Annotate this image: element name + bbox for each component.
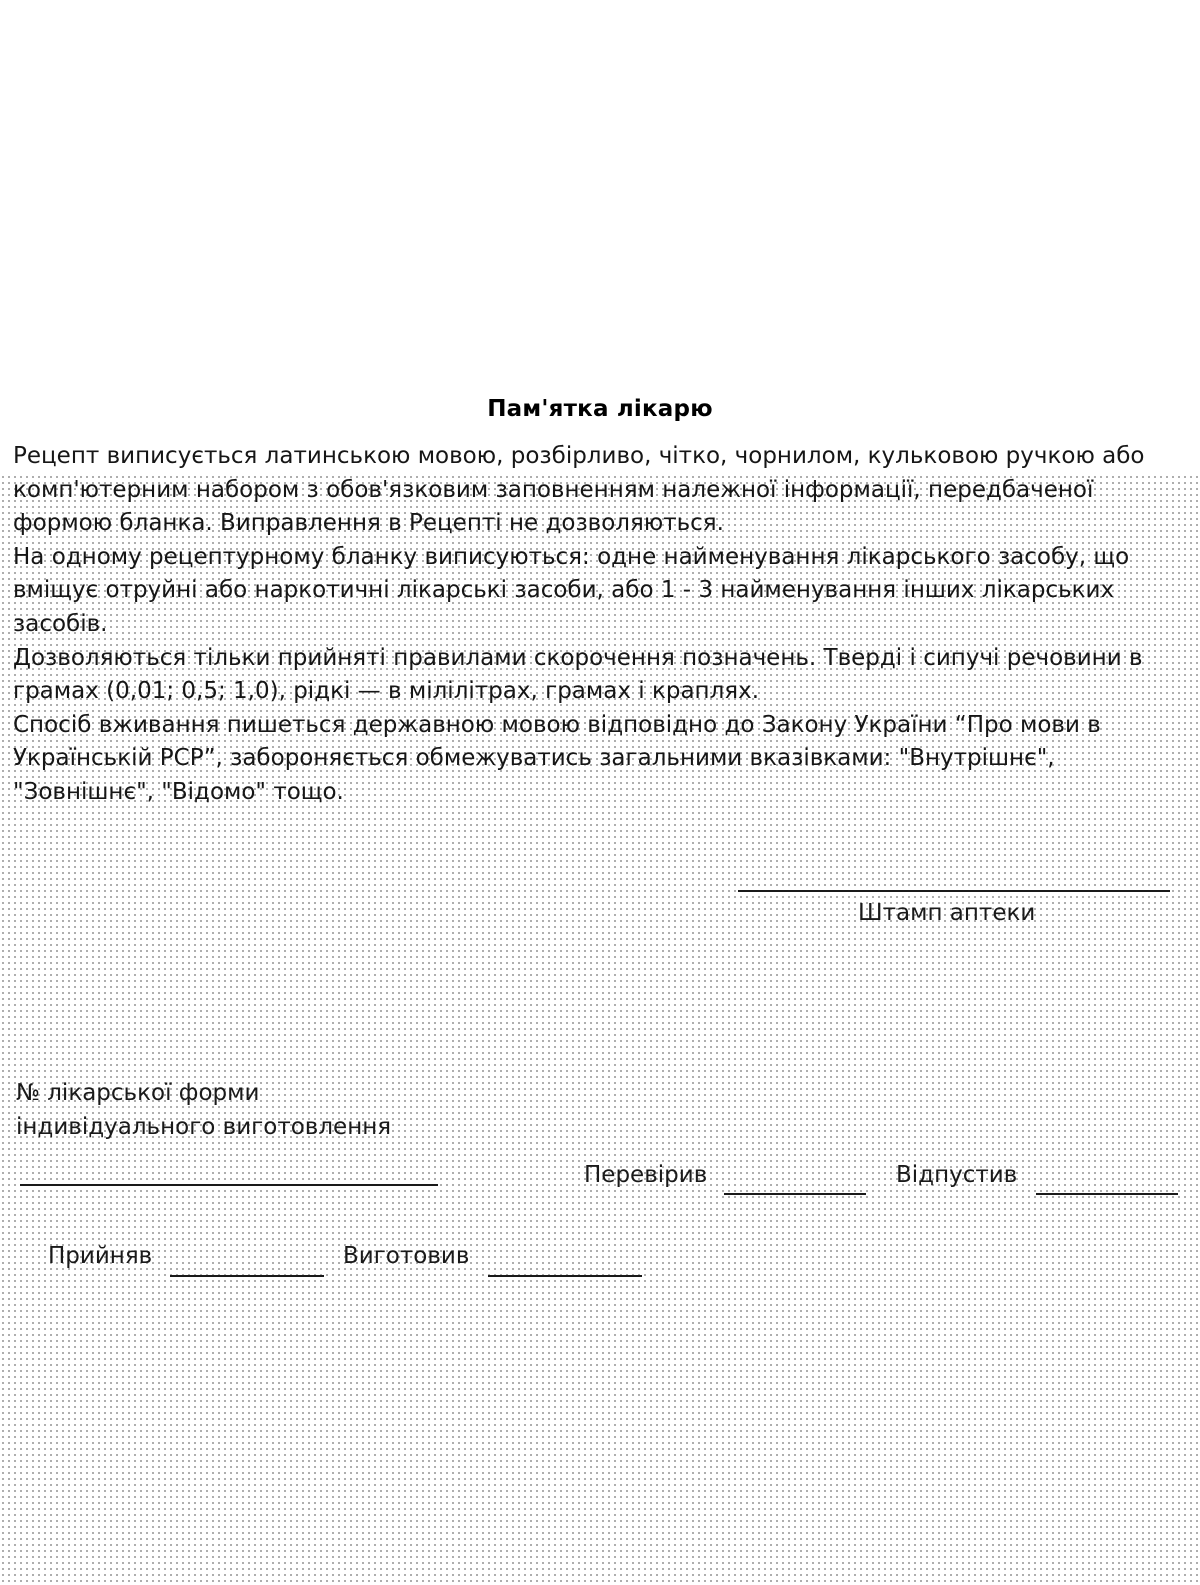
prepared-label: Виготовив [343,1243,470,1269]
checked-signature-line [724,1193,866,1195]
paragraph-writing-rules: Рецепт виписується латинською мовою, розбірливо, чітко, чорнилом, кульковою ручкою або комп'ютерним набором з обов'язковим заповненням належної інформації, передбаченої формою бланка. Виправлення в Рецепті не дозволяються. [13,443,1145,537]
form-number-label-line2: індивідуального виготовлення [16,1114,392,1140]
paragraph-usage-language: Спосіб вживання пишеться державною мовою відповідно до Закону України “Про мови в Українській РСР”, забороняється обмежуватись загальними вказівками: "Внутрішнє", "Зовнішнє", "Відомо" тощо. [13,711,1101,805]
stamp-label: Штамп аптеки [858,900,1036,926]
paragraph-abbreviations: Дозволяються тільки прийняті правилами скорочення позначень. Тверді і сипучі речовини в грамах (0,01; 0,5; 1,0), рідкі — в мілілітрах, грамах і краплях. [13,644,1143,705]
received-label: Прийняв [48,1243,153,1269]
dispensed-signature-line [1036,1193,1178,1195]
form-number-line [20,1184,438,1186]
form-number-label-line1: № лікарської форми [16,1080,260,1106]
dispensed-label: Відпустив [896,1162,1018,1188]
stamp-line [738,890,1170,892]
paragraph-items-per-form: На одному рецептурному бланку виписуються: одне найменування лікарського засобу, що вміщує отруйні або наркотичні лікарські засоби, або 1 - 3 найменування інших лікарських засобів. [13,543,1130,637]
memo-title: Пам'ятка лікарю [487,396,713,422]
checked-label: Перевірив [584,1162,708,1188]
prepared-signature-line [488,1275,642,1277]
received-signature-line [170,1275,324,1277]
memo-body [13,440,1188,810]
